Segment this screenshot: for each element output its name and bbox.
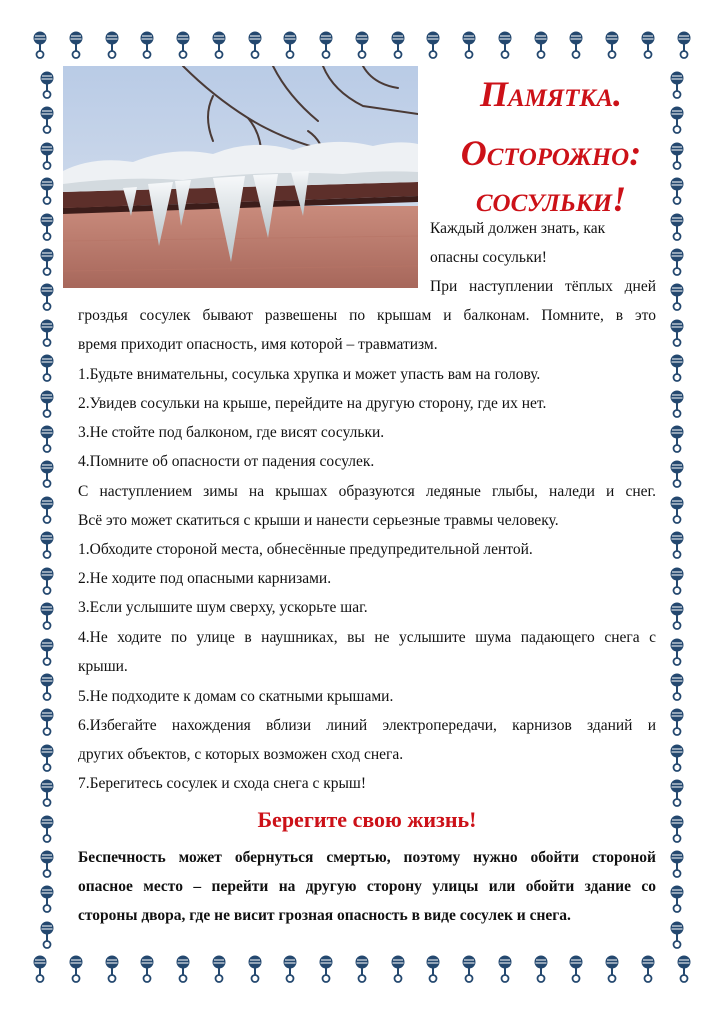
rattle-icon [531, 30, 551, 60]
rattle-icon [667, 601, 687, 631]
rattle-icon [602, 30, 622, 60]
page-subtitle: Осторожно: сосульки! [460, 133, 642, 219]
rattle-icon [37, 212, 57, 242]
list2-item-3: 3.Если услышите шум сверху, ускорьте шаг. [78, 599, 368, 616]
rattle-icon [667, 814, 687, 844]
rattle-icon [495, 954, 515, 984]
rattle-icon [667, 353, 687, 383]
list2-item-2: 2.Не ходите под опасными карнизами. [78, 570, 332, 587]
rattle-icon [531, 954, 551, 984]
list2-item-7: 7.Берегитесь сосулек и схода снега с крыш! [78, 775, 366, 792]
rattle-icon [37, 105, 57, 135]
rattle-icon [37, 778, 57, 808]
rattle-icon [30, 30, 50, 60]
rattle-icon [667, 566, 687, 596]
rattle-icon [352, 30, 372, 60]
rattle-icon [667, 247, 687, 277]
rattle-icon [667, 707, 687, 737]
rattle-icon [459, 954, 479, 984]
rattle-icon [667, 849, 687, 879]
rattle-icon [667, 530, 687, 560]
rattle-icon [667, 318, 687, 348]
rattle-icon [37, 707, 57, 737]
rattle-icon [37, 495, 57, 525]
rattle-icon [667, 637, 687, 667]
list2-item-6-cont: других объектов, с которых возможен сход снега. [78, 746, 404, 763]
rattle-icon [37, 566, 57, 596]
winter-line-1: С наступлением зимы на крышах образуются ледяные глыбы, наледи и снег. [78, 483, 656, 500]
list1-item-1: 1.Будьте внимательны, сосулька хрупка и может упасть вам на голову. [78, 366, 541, 383]
rattle-icon [388, 30, 408, 60]
rattle-icon [37, 672, 57, 702]
rattle-icon [37, 389, 57, 419]
rattle-icon [37, 743, 57, 773]
rattle-icon [37, 247, 57, 277]
border-bottom [30, 952, 694, 986]
rattle-icon [638, 954, 658, 984]
rattle-icon [37, 920, 57, 950]
rattle-icon [37, 282, 57, 312]
rattle-icon [566, 954, 586, 984]
intro-line-1: Каждый должен знать, как [430, 220, 606, 237]
list2-item-4-cont: крыши. [78, 658, 128, 675]
list2-item-1: 1.Обходите стороной места, обнесённые предупредительной лентой. [78, 541, 533, 558]
rattle-icon [37, 459, 57, 489]
border-left [32, 70, 62, 950]
rattle-icon [602, 954, 622, 984]
list1-item-4: 4.Помните об опасности от падения сосулек. [78, 453, 375, 470]
rattle-icon [316, 30, 336, 60]
title-block [428, 72, 674, 222]
rattle-icon [245, 30, 265, 60]
rattle-icon [173, 954, 193, 984]
rattle-icon [667, 920, 687, 950]
rattle-icon [173, 30, 193, 60]
intro-line-4: гроздья сосулек бывают развешены по крышам и балконам. Помните, в это [78, 307, 656, 324]
rattle-icon [30, 954, 50, 984]
rattle-icon [638, 30, 658, 60]
rattle-icon [423, 30, 443, 60]
rattle-icon [37, 637, 57, 667]
rattle-icon [66, 30, 86, 60]
rattle-icon [667, 778, 687, 808]
intro-line-3: При наступлении тёплых дней [430, 278, 656, 295]
rattle-icon [667, 884, 687, 914]
winter-line-2: Всё это может скатиться с крыши и нанести серьезные травмы человеку. [78, 512, 559, 529]
rattle-icon [667, 282, 687, 312]
rattle-icon [37, 70, 57, 100]
rattle-icon [102, 30, 122, 60]
rattle-icon [37, 318, 57, 348]
rattle-icon [209, 30, 229, 60]
list2-item-6: 6.Избегайте нахождения вблизи линий электропередачи, карнизов зданий и [78, 717, 656, 734]
warning-line-3: стороны двора, где не висит грозная опасность в виде сосулек и снега. [78, 907, 571, 924]
border-top [30, 28, 694, 62]
rattle-icon [37, 814, 57, 844]
rattle-icon [667, 743, 687, 773]
rattle-icon [667, 424, 687, 454]
rattle-icon [667, 389, 687, 419]
rattle-icon [667, 459, 687, 489]
rattle-icon [137, 954, 157, 984]
rattle-icon [37, 884, 57, 914]
page-title: Памятка. [479, 74, 623, 114]
rattle-icon [209, 954, 229, 984]
rattle-icon [667, 495, 687, 525]
rattle-icon [66, 954, 86, 984]
rattle-icon [352, 954, 372, 984]
rattle-icon [137, 30, 157, 60]
rattle-icon [459, 30, 479, 60]
intro-line-2: опасны сосульки! [430, 249, 547, 266]
rattle-icon [566, 30, 586, 60]
list2-item-4: 4.Не ходите по улице в наушниках, вы не услышите шума падающего снега с [78, 629, 656, 646]
rattle-icon [37, 530, 57, 560]
warning-line-2: опасное место – перейти на другую сторону улицы или обойти здание со [78, 878, 656, 895]
rattle-icon [388, 954, 408, 984]
warning-line-1: Беспечность может обернуться смертью, поэтому нужно обойти стороной [78, 849, 656, 866]
rattle-icon [280, 954, 300, 984]
rattle-icon [37, 424, 57, 454]
rattle-icon [37, 849, 57, 879]
slogan: Берегите свою жизнь! [257, 807, 477, 832]
list1-item-3: 3.Не стойте под балконом, где висят сосульки. [78, 424, 385, 441]
rattle-icon [245, 954, 265, 984]
rattle-icon [280, 30, 300, 60]
rattle-icon [37, 353, 57, 383]
intro-line-5: время приходит опасность, имя которой – травматизм. [78, 336, 438, 353]
rattle-icon [102, 954, 122, 984]
rattle-icon [37, 176, 57, 206]
icicles-photo [63, 66, 418, 288]
rattle-icon [674, 954, 694, 984]
rattle-icon [316, 954, 336, 984]
rattle-icon [37, 601, 57, 631]
rattle-icon [667, 672, 687, 702]
list2-item-5: 5.Не подходите к домам со скатными крышами. [78, 688, 394, 705]
rattle-icon [37, 141, 57, 171]
rattle-icon [674, 30, 694, 60]
list1-item-2: 2.Увидев сосульки на крыше, перейдите на другую сторону, где их нет. [78, 395, 547, 412]
rattle-icon [423, 954, 443, 984]
rattle-icon [495, 30, 515, 60]
